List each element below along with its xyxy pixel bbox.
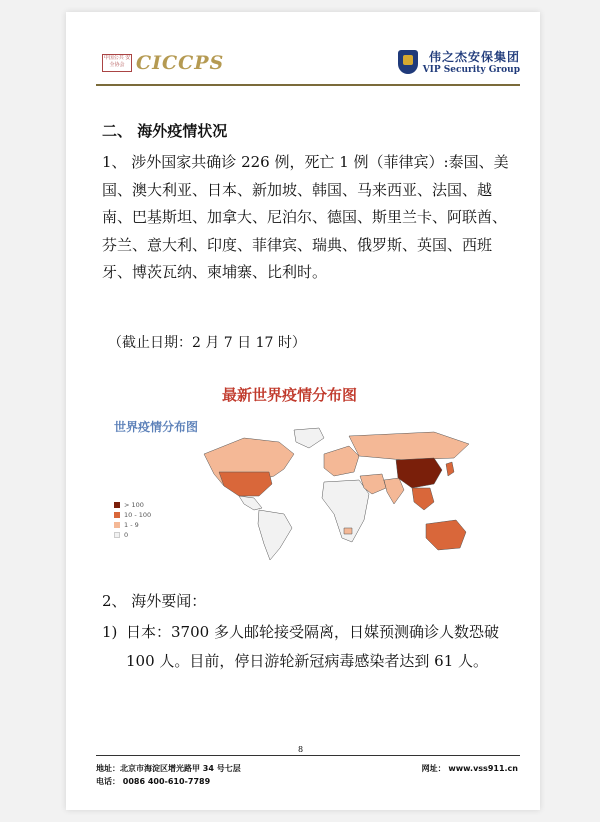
legend-swatch [114,522,120,528]
news-item [102,618,518,676]
map-region-japan [446,462,454,476]
document-page [66,12,540,810]
map-region-australia [426,520,466,550]
map-region-southeast-asia [412,488,434,510]
map-region-china [396,458,442,488]
legend-item [114,520,151,530]
shield-icon [398,50,418,74]
legend-label: 1 - 9 [124,521,139,529]
world-map-figure [114,374,500,574]
footer-website: 网址： www.vss911.cn [421,764,518,773]
legend-item [114,500,151,510]
overseas-cases-paragraph: 1、 涉外国家共确诊 226 例，死亡 1 例（菲律宾）:泰国、美国、澳大利亚、日本、新加坡、韩国、马来西亚、法国、越南、巴基斯坦、加拿大、尼泊尔、德国、斯里兰卡、阿联酋、芬兰、意大利、印度、菲律宾、瑞典、俄罗斯、英国、西班牙、博茨瓦纳、柬埔寨、比利时。 [102,153,509,281]
news-heading: 2、 海外要闻： [102,592,207,610]
map-title: 最新世界疫情分布图 [222,386,358,404]
legend-swatch [114,532,120,538]
legend-item [114,530,151,540]
map-region-south-america [258,510,292,560]
legend-label: 10 - 100 [124,511,152,519]
news-item-text: 日本：3700 多人邮轮接受隔离，日媒预测确诊人数恐破 100 人。目前，停日游轮新冠病毒感染者达到 61 人。 [126,623,499,670]
section-title: 二、 海外疫情状况 [102,122,228,140]
news-item-number: 1) [102,623,118,641]
legend-label: 0 [124,531,129,539]
company-name-cn: 伟之杰安保集团 [428,50,520,64]
map-region-botswana [344,528,352,534]
header-divider [96,84,520,86]
map-region-central-america [239,496,262,510]
page-number: 8 [298,745,304,754]
legend-swatch [114,512,120,518]
legend-label: > 100 [124,501,144,509]
company-name-en: VIP Security Group [422,65,520,75]
world-map [184,424,484,564]
map-region-india [384,478,404,504]
logo-emblem: 中国公共 安全协会 [102,54,132,72]
logo-text: CICCPS [136,52,225,74]
ciccps-logo [102,52,224,74]
cutoff-date: （截止日期：2 月 7 日 17 时） [108,335,306,351]
footer-address: 地址：北京市海淀区增光路甲 34 号七层 [96,764,241,773]
vip-security-logo [398,48,520,75]
map-subtitle: 世界疫情分布图 [114,420,199,434]
map-region-greenland [294,428,324,448]
footer-phone: 电话： 0086 400-610-7789 [96,777,211,786]
footer-divider [96,755,520,756]
legend-swatch [114,502,120,508]
map-region-europe [324,446,359,476]
map-region-russia [349,432,469,460]
map-legend [114,500,151,540]
map-region-usa [219,472,272,496]
legend-item [114,510,151,520]
